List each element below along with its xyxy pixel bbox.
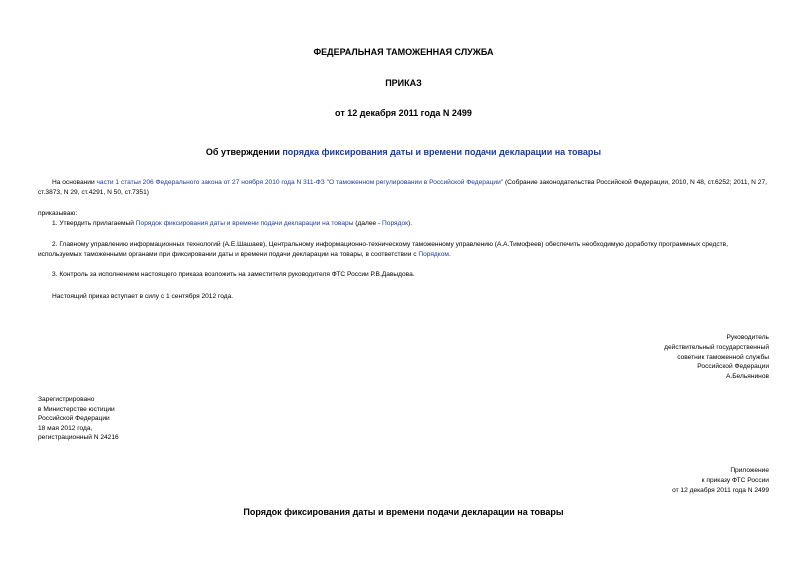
item1-prefix: 1. Утвердить прилагаемый: [52, 220, 136, 227]
appendix-line: к приказу ФТС России: [701, 476, 769, 484]
appendix-title: Порядок фиксирования даты и времени подачи декларации на товары: [243, 507, 564, 517]
item1-suffix: ).: [408, 220, 413, 227]
registration-date: 18 мая 2012 года,: [38, 424, 93, 432]
agency-name: ФЕДЕРАЛЬНАЯ ТАМОЖЕННАЯ СЛУЖБА: [313, 47, 494, 57]
signature-line: Руководитель: [726, 334, 769, 341]
title-link[interactable]: порядка фиксирования даты и времени подачи декларации на товары: [282, 147, 602, 157]
signatory-name: А.Бельянинов: [726, 373, 769, 381]
procedure-short-link[interactable]: Порядок: [382, 220, 409, 227]
procedure-ref-link[interactable]: Порядком: [418, 250, 449, 258]
item-1: [38, 219, 773, 229]
signature-line: советник таможенной службы: [677, 353, 769, 361]
item-3: 3. Контроль за исполнением настоящего приказа возложить на заместителя руководителя ФТС России Р.В.Давыдова.: [52, 271, 415, 278]
procedure-link[interactable]: Порядок фиксирования даты и времени подачи декларации на товары: [135, 220, 354, 227]
document-title: [0, 147, 807, 157]
item1-middle: (далее -: [353, 220, 383, 227]
signature-line: действительный государственный: [664, 343, 769, 351]
registration-block: [38, 395, 119, 443]
registration-line: Российской Федерации: [38, 415, 110, 423]
basis-law-link[interactable]: части 1 статьи 206 Федерального закона от 27 ноября 2010 года N 311-ФЗ "О таможенном регулировании в Российской Федерации": [96, 179, 504, 186]
title-prefix: Об утверждении: [205, 147, 283, 157]
basis-paragraph: [38, 178, 773, 197]
item2-text: 2. Главному управлению информационных технологий (А.Е.Шашаев), Центральному информационно-техническому таможенному управлению (А.А.Тимофеев) обеспечить необходимую доработку программных средств, используемых таможенными органами при фиксировании даты и времени подачи декларации на товары, в соответствии с: [38, 241, 729, 258]
document-type: ПРИКАЗ: [385, 78, 422, 88]
item-2: [38, 240, 773, 259]
effective-date: Настоящий приказ вступает в силу с 1 сентября 2012 года.: [52, 293, 234, 300]
appendix-block: [672, 466, 769, 495]
registration-line: в Министерстве юстиции: [38, 405, 115, 413]
registration-line: Зарегистрировано: [38, 396, 95, 403]
signature-line: Российской Федерации: [697, 363, 769, 371]
basis-suffix: (Собрание законодательства Российской Федерации, 2010, N 48, ст.6252; 2011, N 27, ст.3873, N 29, ст.4291, N 50, ст.7351): [38, 179, 767, 196]
signature-block: [664, 333, 769, 382]
appendix-line: от 12 декабря 2011 года N 2499: [672, 486, 769, 494]
order-word: приказываю:: [38, 210, 78, 217]
appendix-line: Приложение: [730, 467, 769, 474]
document-date-number: от 12 декабря 2011 года N 2499: [335, 108, 472, 118]
registration-number: регистрационный N 24216: [38, 434, 119, 442]
basis-prefix: На основании: [52, 179, 97, 186]
item2-suffix: .: [448, 250, 451, 258]
